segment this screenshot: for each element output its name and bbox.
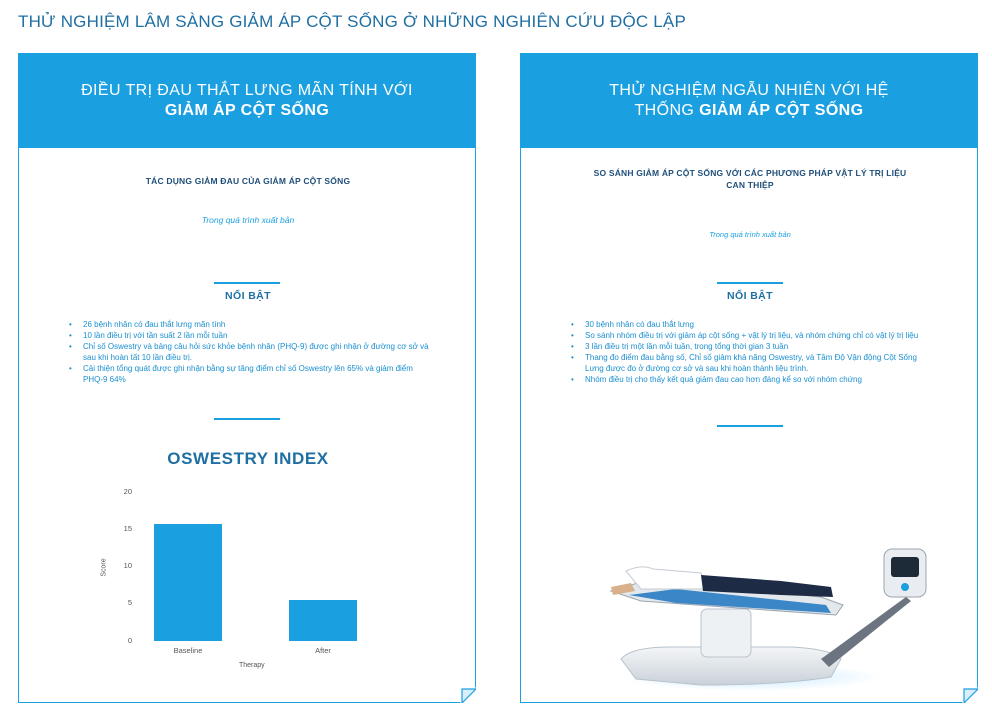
bar-baseline [154,524,222,641]
right-highlight-list [571,319,936,385]
list-item: • Chỉ số Oswestry và bảng câu hỏi sức khỏe bệnh nhân (PHQ-9) được ghi nhận ở đường cơ sở và sau khi hoàn tất 10 lần điều trị. [69,341,434,363]
left-highlight-list [69,319,434,385]
right-publication-note: Trong quá trình xuất bản [709,230,791,239]
y-tick-label: 10 [123,561,132,570]
left-card-header [19,54,475,148]
decompression-table-image [581,509,941,699]
right-header-line2-bold: GIẢM ÁP CỘT SỐNG [699,102,864,119]
x-axis-label: Therapy [239,662,265,669]
right-highlight-rule-top [717,282,783,284]
y-tick-label: 20 [123,487,132,496]
left-study-card [18,53,476,703]
right-subheading: SO SÁNH GIẢM ÁP CỘT SỐNG VỚI CÁC PHƯƠNG PHÁP VẬT LÝ TRỊ LIỆU CAN THIỆP [593,168,907,190]
list-item: • 10 lần điều trị với tần suất 2 lần mỗi tuần [69,330,434,341]
left-header-line1: ĐIỀU TRỊ ĐAU THẮT LƯNG MÃN TÍNH VỚI [81,82,413,99]
chart-title: OSWESTRY INDEX [167,449,329,468]
page-curl-icon [460,687,476,703]
right-highlight-title: NỔI BẬT [727,290,773,302]
left-subheading: TÁC DỤNG GIẢM ĐAU CỦA GIẢM ÁP CỘT SỐNG [145,176,351,186]
left-publication-note: Trong quá trình xuất bản [201,215,295,225]
y-tick-label: 5 [127,598,132,607]
list-item: • Cải thiện tổng quát được ghi nhận bằng sự tăng điểm chỉ số Oswestry lên 65% và giảm điểm PHQ-9 64% [69,363,434,385]
page-title: THỬ NGHIỆM LÂM SÀNG GIẢM ÁP CỘT SỐNG Ở NHỮNG NGHIÊN CỨU ĐỘC LẬP [18,12,687,31]
left-header-line2: GIẢM ÁP CỘT SỐNG [164,102,330,119]
y-tick-label: 0 [127,636,132,645]
left-highlight-rule-bottom [214,418,280,420]
list-item: • Thang đo điểm đau bằng số, Chỉ số giảm khả năng Oswestry, và Tầm Độ Vận động Cột Sống Lưng được đo ở đường cơ sở và sau khi hoàn thành liệu trình. [571,352,936,374]
y-tick-label: 15 [123,524,132,533]
list-item: • 3 lần điều trị một lần mỗi tuần, trong tổng thời gian 3 tuần [571,341,936,352]
bar-after [289,600,357,641]
right-header-line1: THỬ NGHIỆM NGẪU NHIÊN VỚI HỆ [609,82,889,99]
left-highlight-title: NỔI BẬT [225,290,271,302]
right-header-line2-prefix: THỐNG [634,102,695,119]
page-curl-icon [962,687,978,703]
x-category-label: After [315,646,331,655]
right-highlight-rule-bottom [717,425,783,427]
right-card-header [521,54,977,148]
list-item: • 30 bệnh nhân có đau thắt lưng [571,319,936,330]
list-item: • Nhóm điều trị cho thấy kết quả giảm đau cao hơn đáng kể so với nhóm chứng [571,374,936,385]
list-item: • So sánh nhóm điều trị với giảm áp cột sống + vật lý trị liệu, và nhóm chứng chỉ có vật lý trị liệu [571,330,936,341]
list-item: • 26 bệnh nhân có đau thắt lưng mãn tính [69,319,434,330]
right-study-card [520,53,978,703]
left-highlight-rule-top [214,282,280,284]
y-axis-label: Score [100,558,108,577]
x-category-label: Baseline [173,646,203,655]
